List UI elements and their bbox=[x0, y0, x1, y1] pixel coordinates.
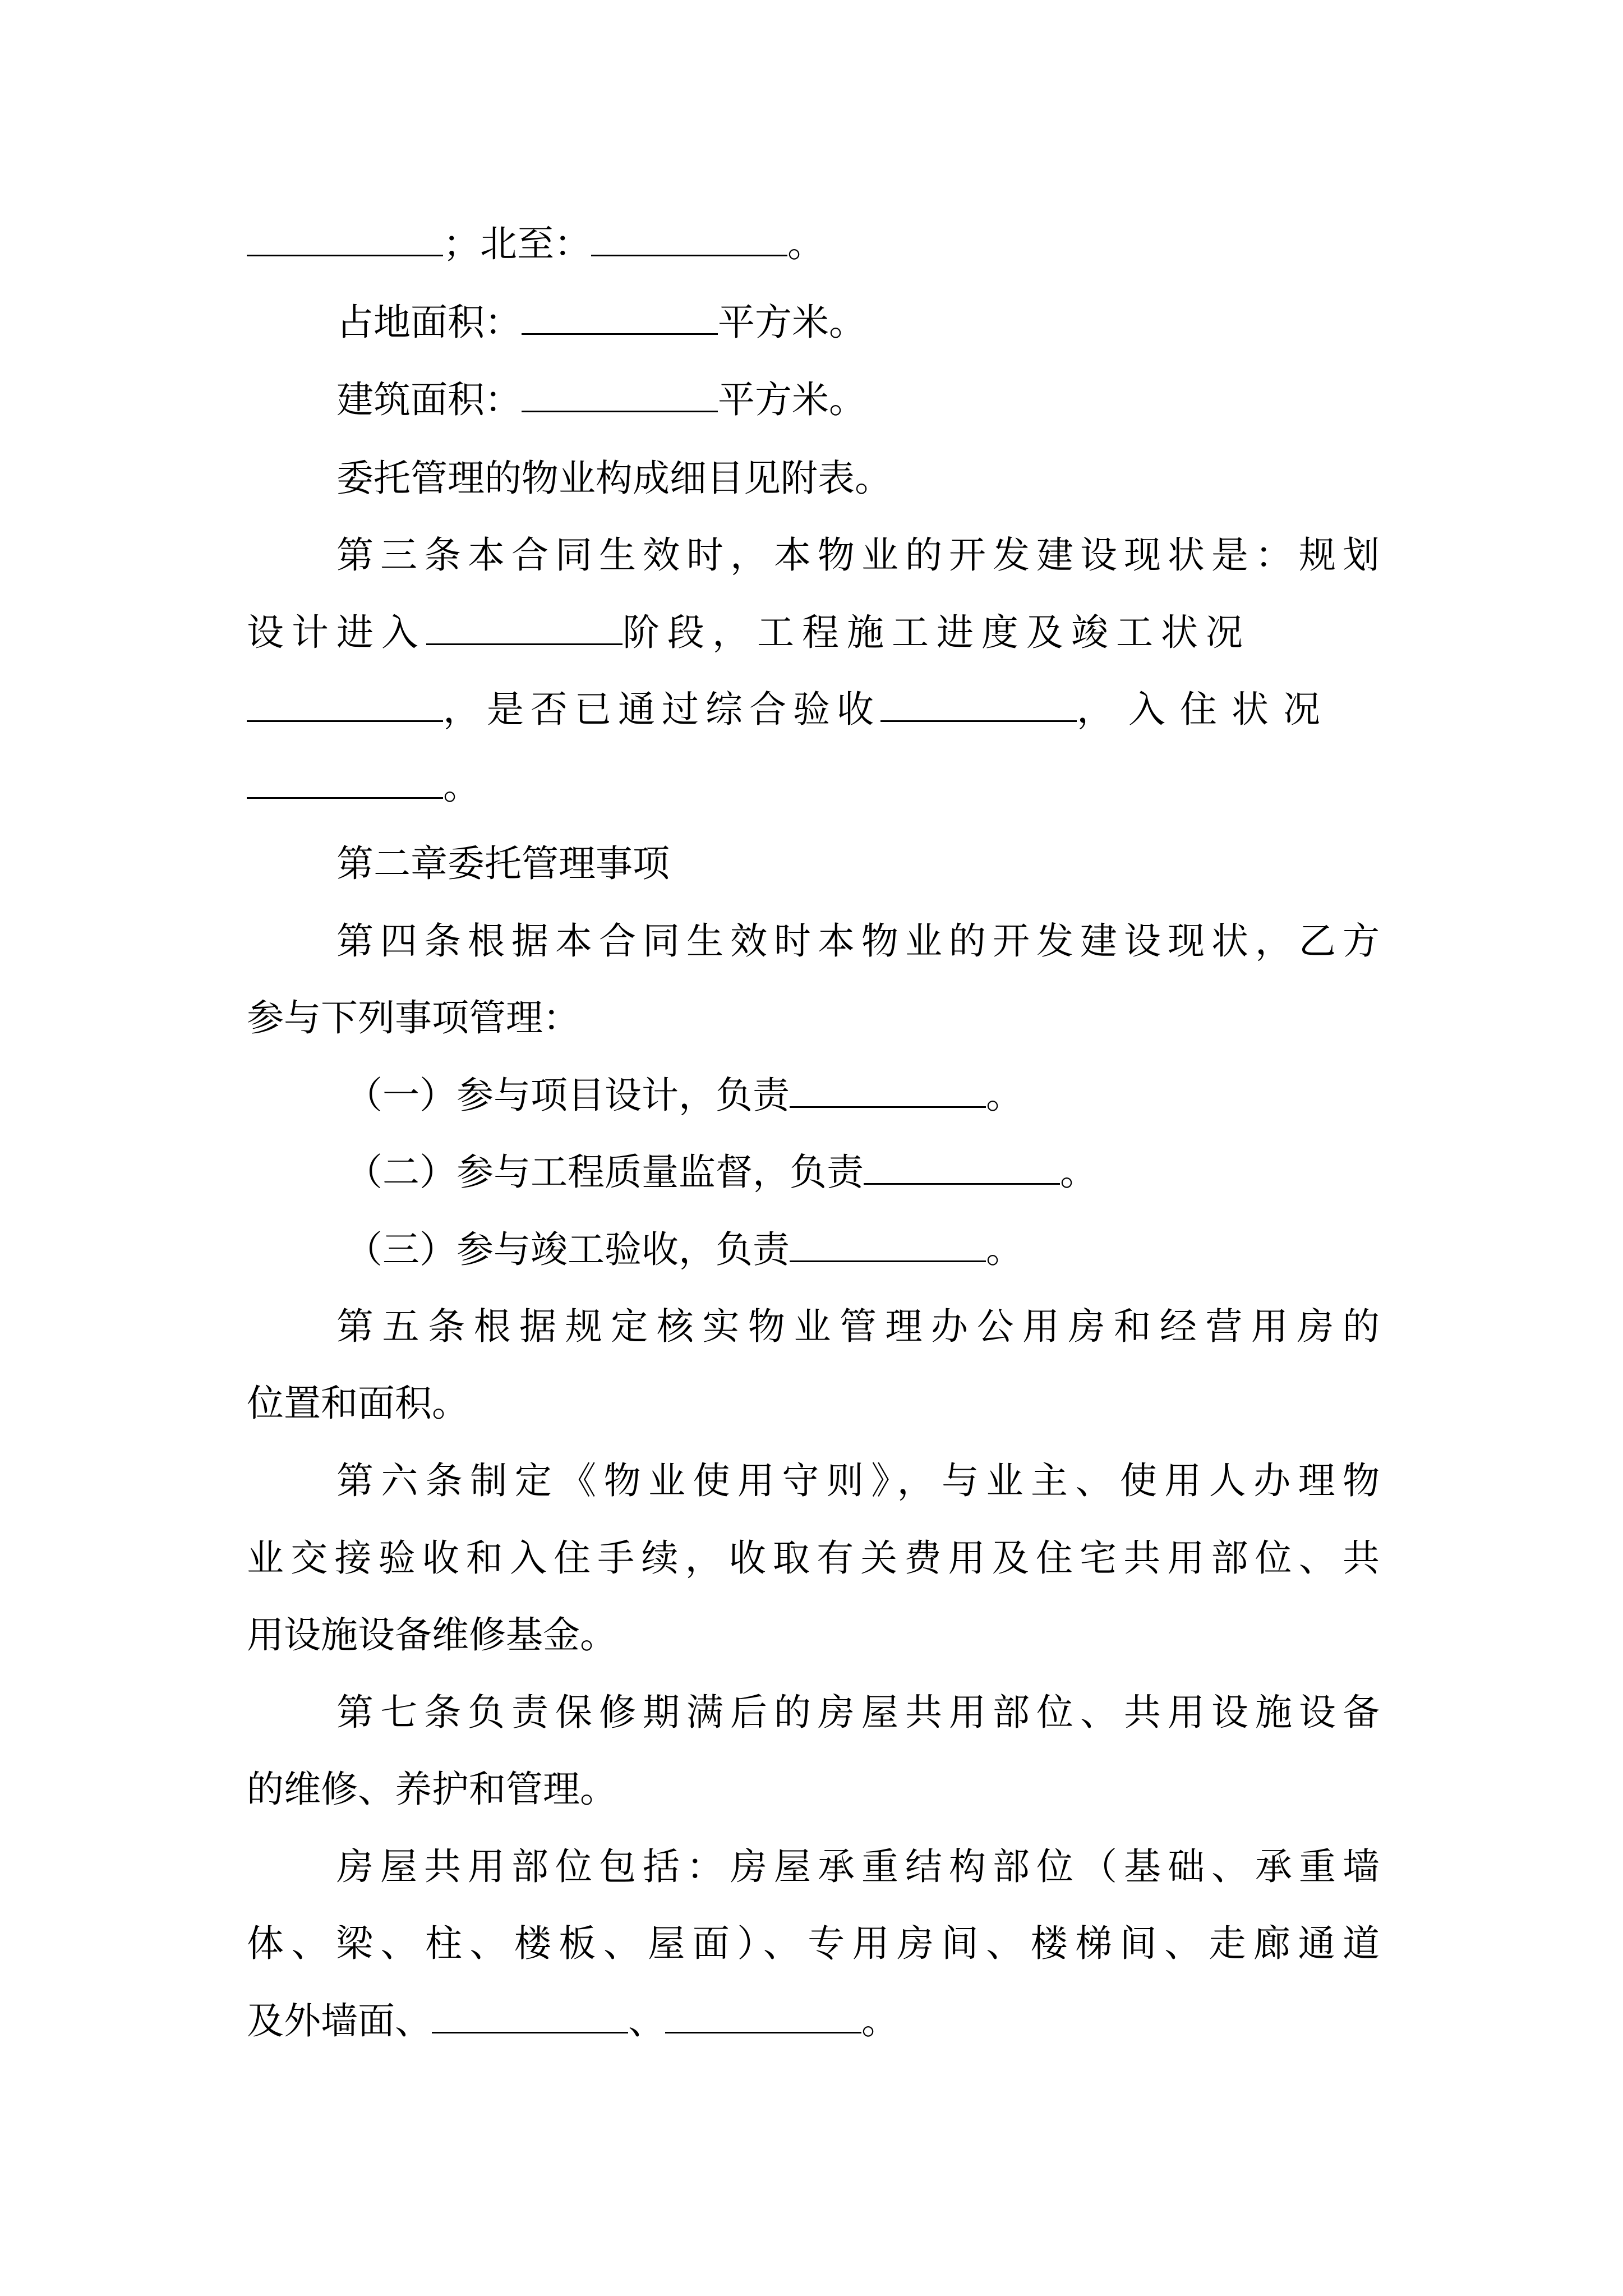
text-line bbox=[247, 1767, 1380, 1812]
fill-blank bbox=[247, 690, 443, 722]
fill-blank bbox=[432, 2001, 628, 2033]
text-segment: （二）参与工程质量监督，负责 bbox=[345, 1151, 864, 1194]
text-line bbox=[336, 456, 1380, 501]
text-segment: （一）参与项目设计，负责 bbox=[345, 1074, 790, 1117]
text-segment: 业交接验收和入住手续，收取有关费用及住宅共用部位、共 bbox=[247, 1536, 1380, 1580]
fill-blank bbox=[247, 767, 443, 799]
text-line bbox=[336, 300, 1380, 345]
text-segment: ，入住状况 bbox=[1077, 688, 1335, 731]
text-segment: 的维修、养护和管理。 bbox=[247, 1768, 617, 1811]
text-segment: ，是否已通过综合验收 bbox=[443, 688, 880, 731]
text-segment: 。 bbox=[986, 1074, 1023, 1117]
text-segment: 、 bbox=[628, 1999, 665, 2042]
text-segment: 设计进入 bbox=[247, 611, 426, 654]
fill-blank bbox=[864, 1153, 1060, 1185]
text-segment: 平方米。 bbox=[718, 378, 866, 421]
text-segment: 。 bbox=[787, 222, 824, 265]
text-line bbox=[345, 1227, 1380, 1272]
fill-blank bbox=[790, 1230, 986, 1262]
text-line bbox=[247, 1999, 1380, 2044]
text-line bbox=[247, 222, 1380, 266]
text-segment: 委托管理的物业构成细目见附表。 bbox=[336, 457, 892, 500]
text-line bbox=[336, 378, 1380, 422]
text-line bbox=[336, 919, 1380, 964]
fill-blank bbox=[426, 613, 623, 645]
text-segment: 。 bbox=[443, 765, 480, 808]
text-segment: 第五条根据规定核实物业管理办公用房和经营用房的 bbox=[336, 1305, 1380, 1348]
fill-blank bbox=[247, 224, 443, 256]
text-segment: 阶段，工程施工进度及竣工状况 bbox=[623, 611, 1251, 654]
text-segment: 。 bbox=[986, 1228, 1023, 1271]
fill-blank bbox=[665, 2001, 861, 2033]
text-segment: 体、梁、柱、楼板、屋面）、专用房间、楼梯间、走廊通道 bbox=[247, 1922, 1380, 1965]
text-segment: 第六条制定《物业使用守则》，与业主、使用人办理物 bbox=[336, 1459, 1380, 1502]
text-segment: 平方米。 bbox=[718, 301, 866, 344]
text-segment: 用设施设备维修基金。 bbox=[247, 1613, 617, 1657]
text-line bbox=[336, 533, 1380, 578]
text-line bbox=[247, 687, 1380, 732]
fill-blank bbox=[522, 380, 718, 412]
text-segment: 第四条根据本合同生效时本物业的开发建设现状，乙方 bbox=[336, 919, 1380, 963]
text-line bbox=[336, 1458, 1380, 1503]
text-line bbox=[247, 1536, 1380, 1581]
text-segment: 位置和面积。 bbox=[247, 1382, 469, 1425]
text-segment: 第二章委托管理事项 bbox=[336, 842, 670, 885]
text-line bbox=[336, 1844, 1380, 1889]
text-segment: 及外墙面、 bbox=[247, 1999, 432, 2042]
text-segment: 第七条负责保修期满后的房屋共用部位、共用设施设备 bbox=[336, 1691, 1380, 1734]
text-segment: 占地面积： bbox=[336, 301, 522, 344]
text-segment: 第三条本合同生效时，本物业的开发建设现状是：规划 bbox=[336, 533, 1380, 577]
text-line bbox=[247, 764, 1380, 809]
text-segment: 。 bbox=[861, 1999, 898, 2042]
section-heading bbox=[336, 841, 1380, 886]
text-line bbox=[336, 1304, 1380, 1349]
fill-blank bbox=[522, 303, 718, 335]
text-line bbox=[345, 1150, 1380, 1195]
text-segment: ；北至： bbox=[443, 222, 591, 265]
text-line bbox=[247, 1613, 1380, 1658]
fill-blank bbox=[591, 224, 787, 256]
fill-blank bbox=[880, 690, 1077, 722]
text-segment: 建筑面积： bbox=[336, 378, 522, 421]
text-line bbox=[247, 1381, 1380, 1426]
text-segment: 房屋共用部位包括：房屋承重结构部位（基础、承重墙 bbox=[336, 1845, 1380, 1888]
text-line bbox=[345, 1073, 1380, 1118]
text-line bbox=[247, 1921, 1380, 1966]
text-line bbox=[336, 1690, 1380, 1735]
text-line bbox=[247, 610, 1380, 655]
text-segment: （三）参与竣工验收，负责 bbox=[345, 1228, 790, 1271]
text-segment: 参与下列事项管理： bbox=[247, 996, 580, 1039]
text-segment: 。 bbox=[1060, 1151, 1097, 1194]
fill-blank bbox=[790, 1076, 986, 1108]
text-line bbox=[247, 996, 1380, 1041]
